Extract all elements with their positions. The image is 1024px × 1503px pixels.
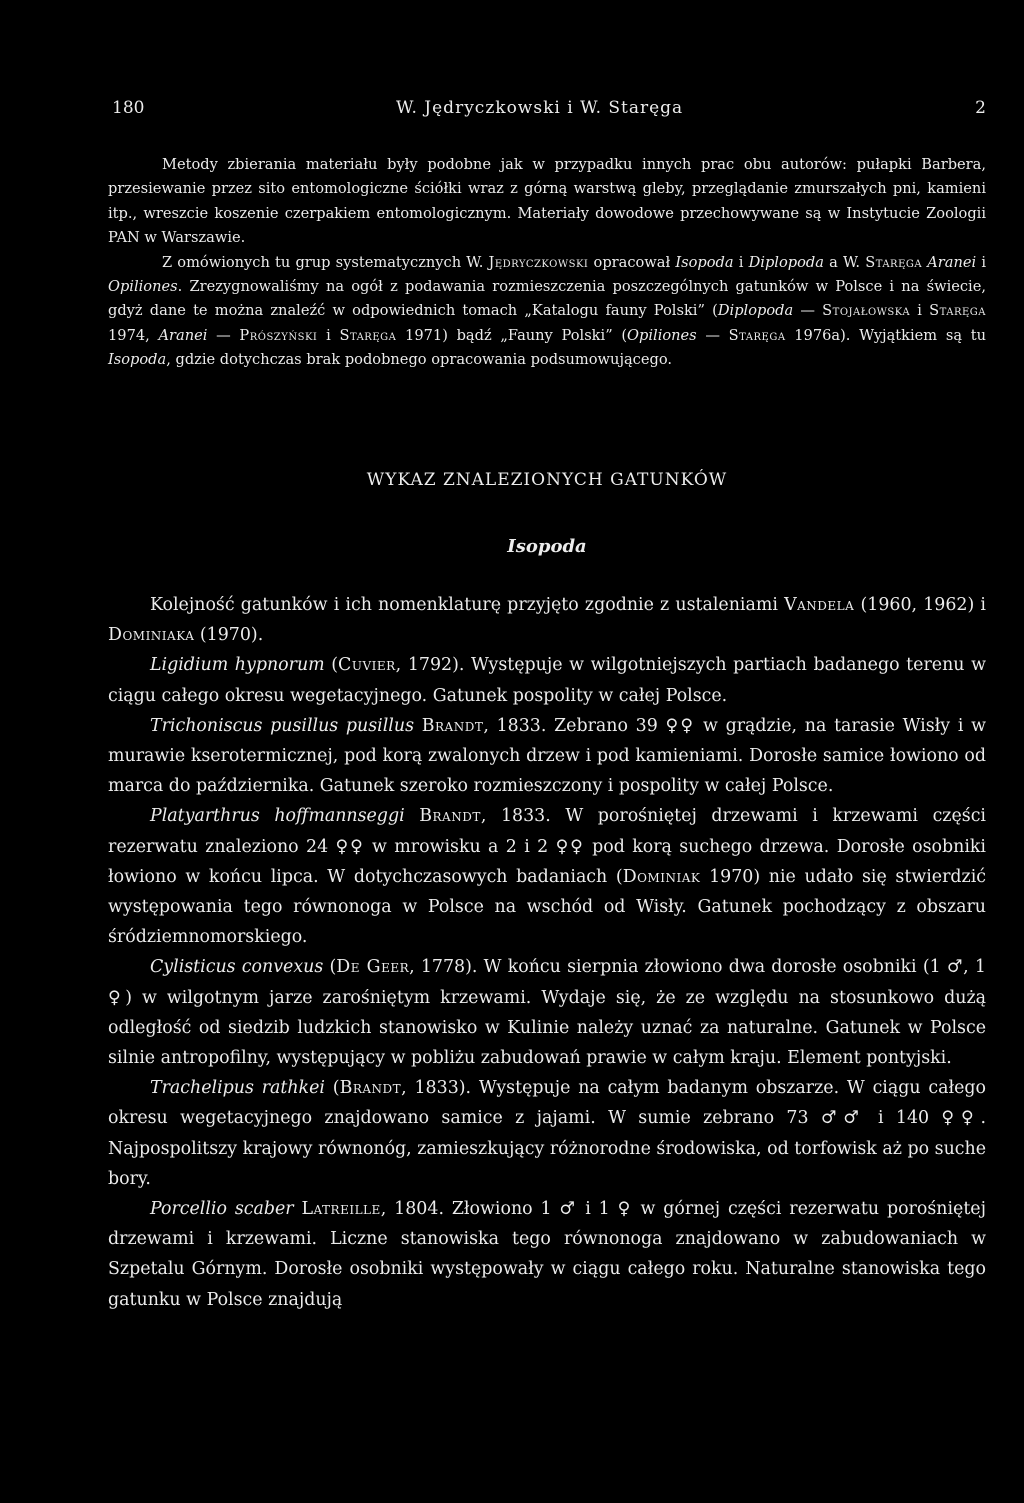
intro-text	[108, 153, 986, 373]
species-entry	[108, 650, 986, 710]
text-run: 1976a). Wyjątkiem są tu	[785, 326, 986, 344]
text-run: (1970).	[194, 625, 264, 646]
species-name: Platyarthrus hoffmannseggi	[150, 806, 405, 827]
author-name: Brandt	[421, 715, 484, 736]
author-name: Stojałowska	[822, 302, 911, 320]
author-name: Cuvier	[338, 655, 396, 676]
taxon-name: Aranei	[158, 326, 208, 344]
text-run: —	[696, 326, 729, 344]
text-run: . Zrezygnowaliśmy na ogół z podawania rozmieszczenia poszczególnych gatunków w Polsce i na świecie, gdyż dane te można znaleźć w odpowiednich tomach „Katalogu fauny Polski” (	[108, 278, 986, 320]
taxon-name: Aranei	[927, 253, 977, 271]
text-run	[414, 716, 422, 736]
text-run: , 1833. W porośniętej drzewami i krzewami części rezerwatu znaleziono 24 ♀♀ w mrowisku a 2 i 2 ♀♀ pod korą suchego drzewa. Dorosłe osobniki łowiono w końcu lipca. W dotychczasowych badaniach (	[108, 806, 986, 887]
taxon-name: Opiliones	[627, 326, 697, 344]
species-entry	[108, 952, 986, 1073]
species-entry	[108, 1073, 986, 1194]
text-run: , 1778). W końcu sierpnia złowiono dwa dorosłe osobniki (1 ♂, 1 ♀) w wilgotnym jarze zarośniętym krzewami. Wydaje się, że ze względu na stosunkowo dużą odległość od siedzib ludzkich stanowisko w Kulinie należy uznać za naturalne. Gatunek w Polsce silnie antropofilny, występujący w pobliżu zabudowań prawie w całym kraju. Element pontyjski.	[108, 957, 986, 1069]
taxon-name: Diplopoda	[748, 253, 824, 271]
taxon-name: Diplopoda	[717, 302, 794, 320]
author-name: Latreille	[301, 1199, 381, 1220]
species-name: Trachelipus rathkei	[150, 1078, 325, 1099]
species-name: Cylisticus convexus	[150, 957, 324, 978]
taxon-name: Opiliones	[108, 278, 178, 296]
author-name: Dominiaka	[108, 625, 195, 646]
text-run: i	[733, 253, 749, 271]
author-name: Staręga	[865, 253, 923, 271]
species-list	[108, 590, 986, 1315]
intro-paragraph-methods: Metody zbierania materiału były podobne jak w przypadku innych prac obu autorów: pułapki Barbera, przesiewanie przez sito entomologiczne ściółki wraz z górną warstwą gleby, przeglądanie zmurszałych pni, kamieni itp., wreszcie koszenie czerpakiem entomologicznym. Materiały dowodowe przechowywane są w Instytucie Zoologii PAN w Warszawie.	[108, 156, 986, 247]
taxon-name: Isopoda	[675, 253, 734, 271]
running-title: W. Jędryczkowski i W. Staręga	[396, 98, 684, 118]
page-header	[108, 98, 986, 120]
author-name: Staręga	[339, 326, 397, 344]
species-entry	[108, 711, 986, 802]
text-run: (	[324, 655, 339, 676]
species-entry	[108, 801, 986, 952]
text-run: , 1792). Występuje w wilgotniejszych partiach badanego terenu w ciągu całego okresu wegetacyjnego. Gatunek pospolity w całej Polsce.	[108, 655, 986, 706]
author-name: Prószyński	[239, 326, 318, 344]
text-run: , gdzie dotychczas brak podobnego opracowania podsumowującego.	[166, 351, 672, 369]
text-run: Kolejność gatunków i ich nomenklaturę przyjęto zgodnie z ustaleniami	[150, 595, 785, 615]
author-name: Brandt	[419, 806, 481, 827]
intro-paragraph-authors	[108, 251, 986, 373]
text-run: opracował	[588, 253, 676, 271]
author-name: Jędryczkowski	[488, 253, 589, 271]
taxon-name: Isopoda	[108, 351, 167, 369]
text-run: (	[323, 957, 337, 978]
text-run: 1971) bądź „Fauny Polski” (	[396, 326, 628, 344]
author-name: Staręga	[728, 326, 786, 344]
text-run: (1960, 1962) i	[854, 595, 986, 615]
author-name: Brandt	[339, 1078, 402, 1099]
page-number-left: 180	[112, 98, 145, 118]
text-run: (	[324, 1078, 340, 1099]
text-run: 1970) nie udało się stwierdzić występowania tego równonoga w Polsce na wschód od Wisły. Gatunek pochodzący z obszaru śródziemnomorskiego.	[108, 866, 986, 948]
text-run: —	[207, 326, 240, 344]
section-title: WYKAZ ZNALEZIONYCH GATUNKÓW	[366, 470, 728, 490]
group-title: Isopoda	[507, 536, 587, 557]
text-run: , 1804. Złowiono 1 ♂ i 1 ♀ w górnej części rezerwatu porośniętej drzewami i krzewami. Liczne stanowiska tego równonoga znajdowano w zabudowaniach w Szpetalu Górnym. Dorosłe osobniki występowały w ciągu całego roku. Naturalne stanowiska tego gatunku w Polsce znajdują	[108, 1199, 986, 1310]
text-run: a W.	[823, 253, 866, 271]
text-run: Z omówionych tu grup systematycznych W.	[162, 253, 489, 271]
page-number-right: 2	[975, 98, 986, 118]
species-name: Trichoniscus pusillus pusillus	[150, 715, 414, 736]
text-run: i	[976, 253, 986, 271]
text-run	[405, 806, 420, 826]
text-run: —	[793, 302, 823, 320]
nomenclature-paragraph	[108, 590, 986, 650]
author-name: Vandela	[784, 595, 855, 615]
author-name: De Geer	[336, 957, 410, 978]
text-run: 1974,	[108, 326, 159, 344]
author-name: Staręga	[929, 302, 986, 320]
text-run: i	[317, 326, 340, 344]
text-run: , 1833). Występuje na całym badanym obszarze. W ciągu całego okresu wegetacyjnego znajdowano samice z jajami. W sumie zebrano 73 ♂♂ i 140 ♀♀. Najpospolitszy krajowy równonóg, zamieszkujący różnorodne środowiska, od torfowisk aż po suche bory.	[108, 1078, 987, 1189]
text-run: i	[910, 302, 930, 320]
author-name: Dominiak	[622, 866, 701, 887]
species-name: Porcellio scaber	[150, 1199, 294, 1220]
species-entry	[108, 1194, 986, 1315]
species-name: Ligidium hypnorum	[150, 655, 325, 676]
text-run: , 1833. Zebrano 39 ♀♀ w grądzie, na tarasie Wisły i w murawie kserotermicznej, pod korą zwalonych drzew i pod kamieniami. Dorosłe samice łowiono od marca do października. Gatunek szeroko rozmieszczony i pospolity w całej Polsce.	[108, 715, 986, 797]
